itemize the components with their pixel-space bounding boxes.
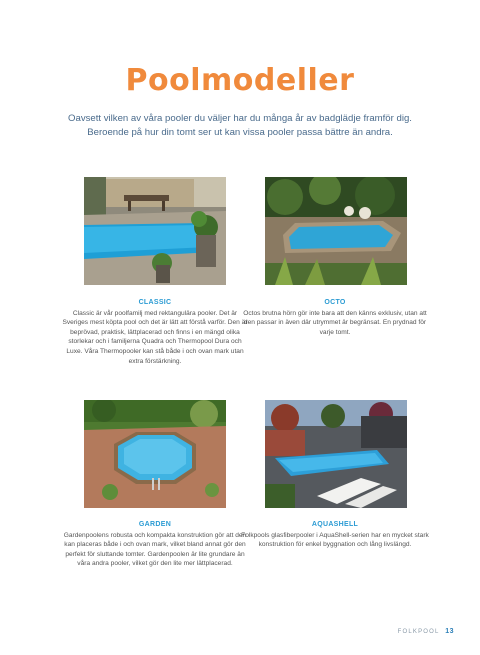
classic-description: Classic är vår poolfamilj med rektangulära pooler. Det är Sveriges mest köpta pool och det är lätt att förstå varför. Den är beprövad, praktisk, lättplacerad och finns i en mängd olika storlekar och i familjerna Quadra och Thermopool Dura och Luxe. Våra Thermopooler kan stå både i och ovan mark utan extra förstärkning.: [62, 309, 248, 365]
classic-title: CLASSIC: [138, 299, 172, 306]
octo-title: OCTO: [324, 299, 346, 306]
page-title: Poolmodeller: [125, 63, 355, 98]
page-number: 13: [445, 628, 454, 635]
garden-description: Gardenpoolens robusta och kompakta konstruktion gör att den kan placeras både i och ovan mark, vilket bland annat gör den perfekt för sluttande tomter. Gardenpoolen är lite grundare än våra andra pooler, vilket gör den lite mer lättplacerad.: [63, 531, 247, 568]
garden-title: GARDEN: [138, 521, 172, 528]
intro-text: Oavsett vilken av våra pooler du väljer har du många år av badglädje framför dig. Beroende på hur din tomt ser ut kan vissa pooler passa bättre än andra.: [68, 113, 412, 138]
octo-description: Octos brutna hörn gör inte bara att den känns exklusiv, utan att den passar in även där utrymmet är begränsat. En prydnad för varje tomt.: [243, 309, 427, 336]
aquashell-description: Folkpools glasfiberpooler i AquaShell-serien har en mycket stark konstruktion för enkel byggnation och lång livslängd.: [241, 531, 429, 549]
classic-caption: [60, 298, 250, 366]
garden-caption: [60, 520, 250, 569]
octo-pool-photo: [265, 177, 407, 285]
garden-pool-photo: [84, 400, 226, 508]
aquashell-pool-photo: [265, 400, 407, 508]
aquashell-title: AQUASHELL: [311, 521, 359, 528]
page-footer: [398, 628, 454, 635]
aquashell-caption: [240, 520, 430, 550]
classic-pool-photo: [84, 177, 226, 285]
footer-brand: FOLKPOOL: [397, 629, 440, 635]
octo-caption: [240, 298, 430, 337]
